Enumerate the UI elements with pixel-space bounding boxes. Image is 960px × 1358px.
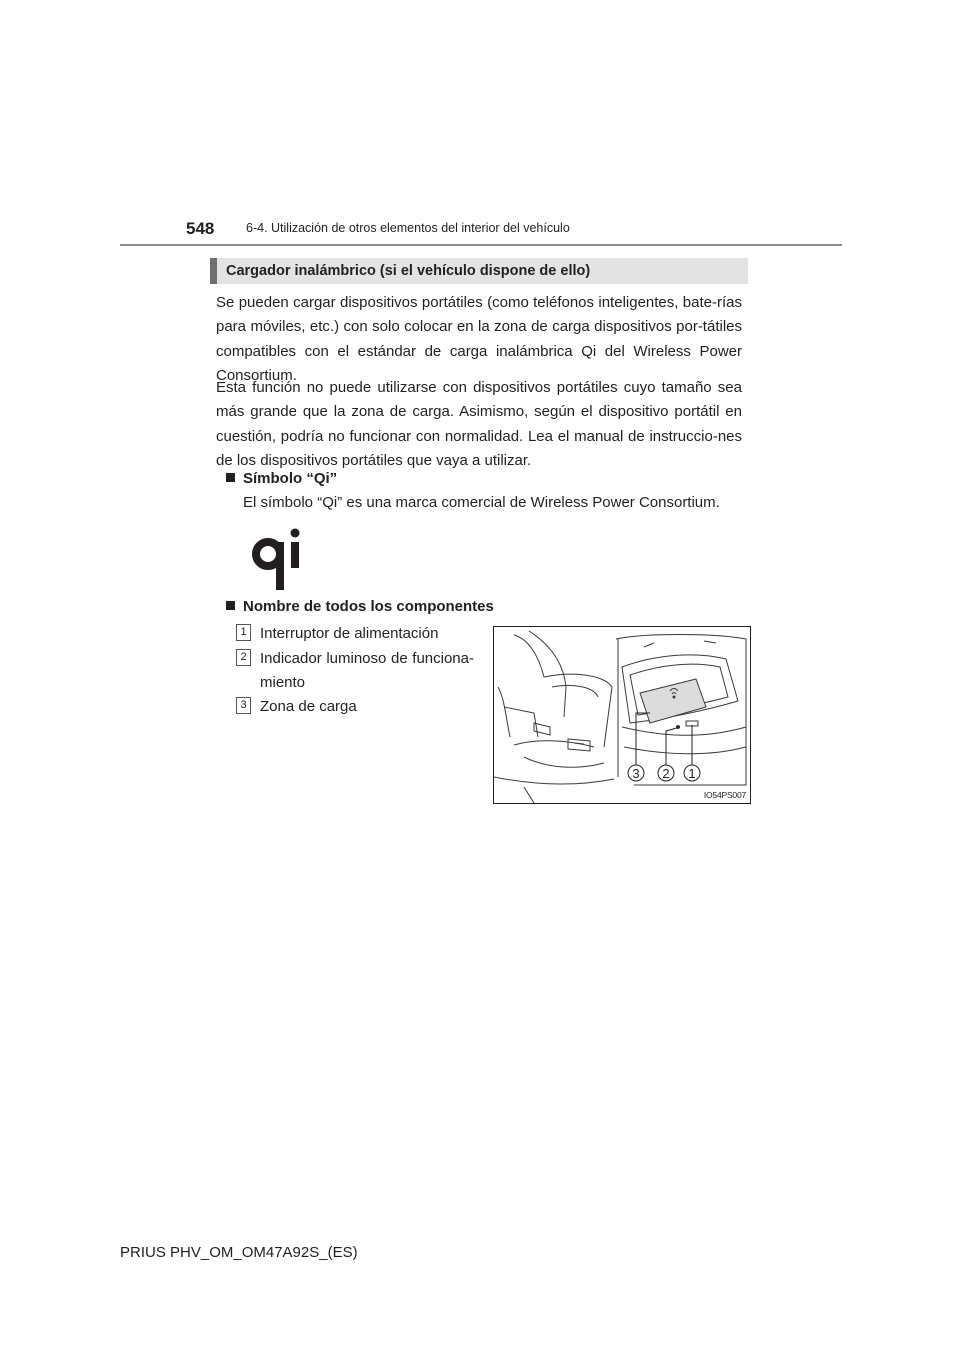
subheading-qi-symbol-label: Símbolo “Qi”	[243, 470, 338, 487]
component-number-badge: 3	[236, 697, 251, 714]
square-bullet-icon	[226, 601, 235, 610]
component-label: Indicador luminoso de funciona-miento	[260, 650, 474, 692]
paragraph-limitations: Esta función no puede utilizarse con dispositivos portátiles cuyo tamaño sea más grande que la zona de carga. Asimismo, según el dispositivo portátil en cuestión, podría no funcionar con normalidad. Lea el manual de instruccio-nes de los dispositivos portátiles que vaya a utilizar.	[216, 379, 742, 469]
subheading-components-label: Nombre de todos los componentes	[243, 598, 494, 615]
section-header: 6-4. Utilización de otros elementos del interior del vehículo	[246, 221, 570, 235]
figure-code: IO54PS007	[703, 790, 746, 800]
component-number-badge: 1	[236, 624, 251, 641]
page-number: 548	[186, 219, 215, 238]
section-title-bar	[210, 258, 748, 284]
wireless-charger-illustration	[493, 626, 751, 804]
component-label: Interruptor de alimentación	[260, 625, 439, 642]
console-drawing	[494, 627, 750, 803]
square-bullet-icon	[226, 473, 235, 482]
qi-trademark-text: El símbolo “Qi” es una marca comercial de Wireless Power Consortium.	[243, 494, 720, 511]
subheading-qi-symbol	[226, 470, 337, 487]
callout-label: 1	[688, 766, 696, 781]
qi-logo-icon	[250, 528, 300, 592]
section-title-accent	[210, 258, 217, 284]
component-label: Zona de carga	[260, 698, 357, 715]
header-divider	[120, 244, 842, 246]
component-number-badge: 2	[236, 649, 251, 666]
paragraph-intro: Se pueden cargar dispositivos portátiles (como teléfonos inteligentes, bate-rías para móviles, etc.) con solo colocar en la zona de carga dispositivos por-tátiles compatibles con el estándar de carga inalámbrica Qi del Wireless Power Consortium.	[216, 294, 742, 384]
callout-label: 2	[662, 766, 670, 781]
document-footer: PRIUS PHV_OM_OM47A92S_(ES)	[120, 1244, 358, 1261]
callout-label: 3	[632, 766, 640, 781]
subheading-components	[226, 598, 494, 615]
section-title: Cargador inalámbrico (si el vehículo dispone de ello)	[226, 263, 591, 279]
